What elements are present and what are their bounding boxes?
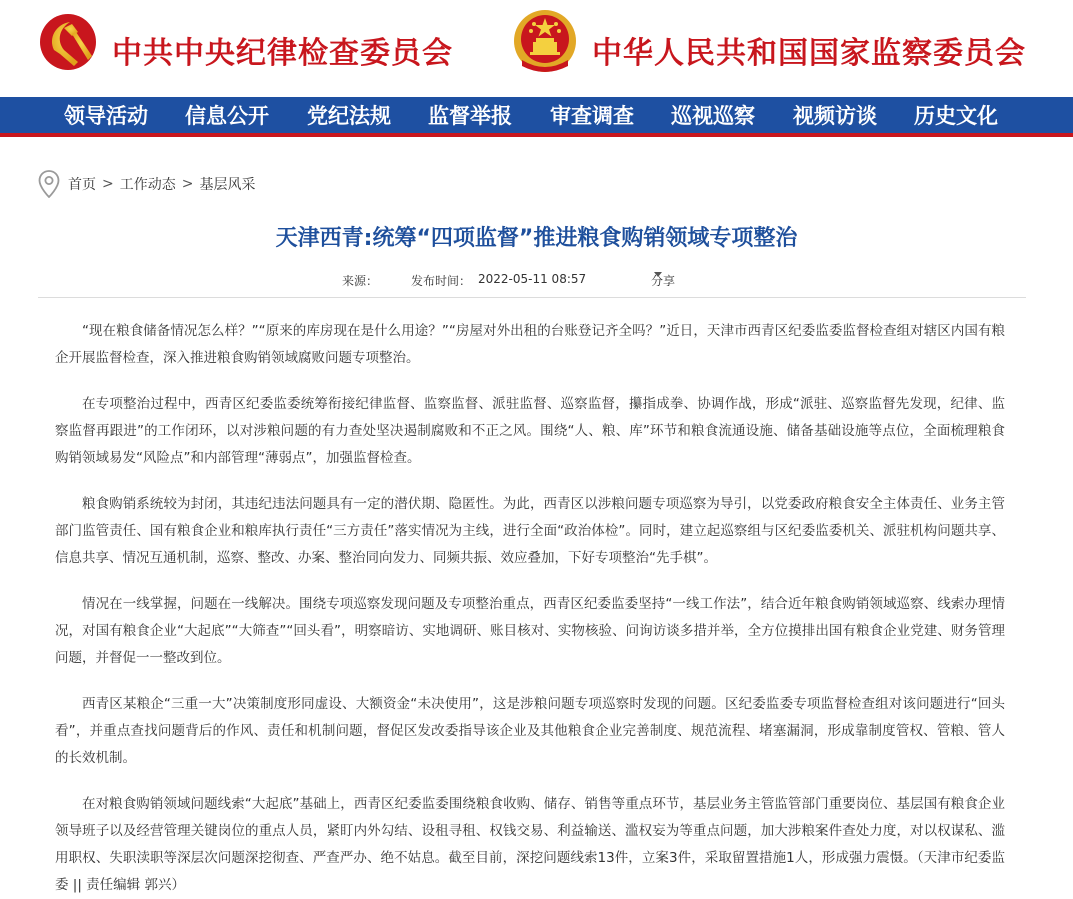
breadcrumb-separator: > (102, 176, 114, 192)
breadcrumb-home-link[interactable]: 首页 (68, 177, 96, 193)
article-paragraph: 情况在一线掌握，问题在一线解决。围绕专项巡察发现问题及专项整治重点，西青区纪委监委坚持“一线工作法”，结合近年粮食购销领域巡察、线索办理情况，对国有粮食企业“大起底”“大筛查”“回头看”，明察暗访、实地调研、账目核对、实物核验、问询访谈多措并举，全方位摸排出国有粮食企业党建、财务管理问题，并督促一一整改到位。 (55, 596, 1005, 666)
nav-item-history[interactable]: 历史文化 (914, 103, 998, 128)
article-paragraph: 粮食购销系统较为封闭，其违纪违法问题具有一定的潜伏期、隐匿性。为此，西青区以涉粮问题专项巡察为导引，以党委政府粮食安全主体责任、业务主管部门监管责任、国有粮食企业和粮库执行责任“三方责任”落实情况为主线，进行全面“政治体检”。同时，建立起巡察组与区纪委监委机关、派驻机构问题共享、信息共享、情况互通机制，巡察、整改、办案、整治同向发力、同频共振、效应叠加，下好专项整治“先手棋”。 (55, 496, 1005, 566)
article-paragraph: “现在粮食储备情况怎么样？”“原来的库房现在是什么用途？”“房屋对外出租的台账登记齐全吗？”近日，天津市西青区纪委监委监督检查组对辖区内国有粮企开展监督检查，深入推进粮食购销领域腐败问题专项整治。 (55, 323, 1005, 366)
article-paragraph: 在对粮食购销领域问题线索“大起底”基础上，西青区纪委监委围绕粮食收购、储存、销售等重点环节，基层业务主管监管部门重要岗位、基层国有粮食企业领导班子以及经营管理关键岗位的重点人员，紧盯内外勾结、设租寻租、权钱交易、利益输送、滥权妄为等重点问题，加大涉粮案件查处力度，对以权谋私、滥用职权、失职渎职等深层次问题深挖彻查、严查严办、绝不姑息。截至目前，深挖问题线索13件，立案3件，采取留置措施1人，形成强力震慑。（天津市纪委监委 || 责任编辑 郭兴） (55, 796, 1005, 893)
main-nav-list (0, 97, 1073, 133)
hammer-sickle-icon (38, 12, 98, 72)
breadcrumb-grassroots-link[interactable]: 基层风采 (199, 177, 256, 193)
nav-item-inspection[interactable]: 巡视巡察 (671, 103, 755, 128)
site-header (0, 0, 1073, 97)
nav-item-leadership[interactable]: 领导活动 (64, 103, 148, 128)
article-paragraph: 在专项整治过程中，西青区纪委监委统筹衔接纪律监督、监察监督、派驻监督、巡察监督，攥指成拳、协调作战，形成“派驻、巡察监督先发现，纪律、监察监督再跟进”的工作闭环，以对涉粮问题的有力查处坚决遏制腐败和不正之风。围绕“人、粮、库”环节和粮食流通设施、储备基础设施等点位，全面梳理粮食购销领域易发“风险点”和内部管理“薄弱点”，加强监督检查。 (55, 396, 1005, 466)
publish-time-label: 发布时间： (411, 274, 472, 288)
article-title: 天津西青:统筹“四项监督”推进粮食购销领域专项整治 (275, 226, 798, 251)
article-paragraph: 西青区某粮企“三重一大”决策制度形同虚设、大额资金“未决使用”，这是涉粮问题专项巡察时发现的问题。区纪委监委专项监督检查组对该问题进行“回头看”，并重点查找问题背后的作风、责任和机制问题，督促区发改委指导该企业及其他粮食企业完善制度、规范流程、堵塞漏洞，形成靠制度管权、管粮、管人的长效机制。 (55, 696, 1005, 766)
source-label: 来源： (342, 274, 379, 288)
national-supervision-commission-name: 中华人民共和国国家监察委员会 (592, 36, 1026, 71)
breadcrumb (38, 169, 255, 199)
cpc-discipline-commission-name: 中共中央纪律检查委员会 (112, 36, 453, 71)
nav-item-report[interactable]: 监督举报 (428, 103, 512, 128)
publish-time-value: 2022-05-11 08:57 (478, 272, 587, 286)
chevron-down-icon (654, 272, 662, 277)
main-nav (0, 97, 1073, 137)
share-label: 分享 (651, 274, 676, 288)
breadcrumb-separator: > (181, 176, 194, 192)
meta-divider (38, 297, 1026, 298)
nav-item-investigation[interactable]: 审查调查 (550, 103, 634, 128)
nav-item-video[interactable]: 视频访谈 (793, 103, 877, 128)
nav-item-info-disclosure[interactable]: 信息公开 (185, 103, 269, 128)
article-body (55, 318, 1005, 899)
national-emblem-icon (512, 8, 578, 78)
location-pin-icon (38, 170, 60, 198)
breadcrumb-work-news-link[interactable]: 工作动态 (119, 177, 176, 193)
nav-item-regulations[interactable]: 党纪法规 (307, 103, 391, 128)
article-meta (0, 272, 1073, 290)
